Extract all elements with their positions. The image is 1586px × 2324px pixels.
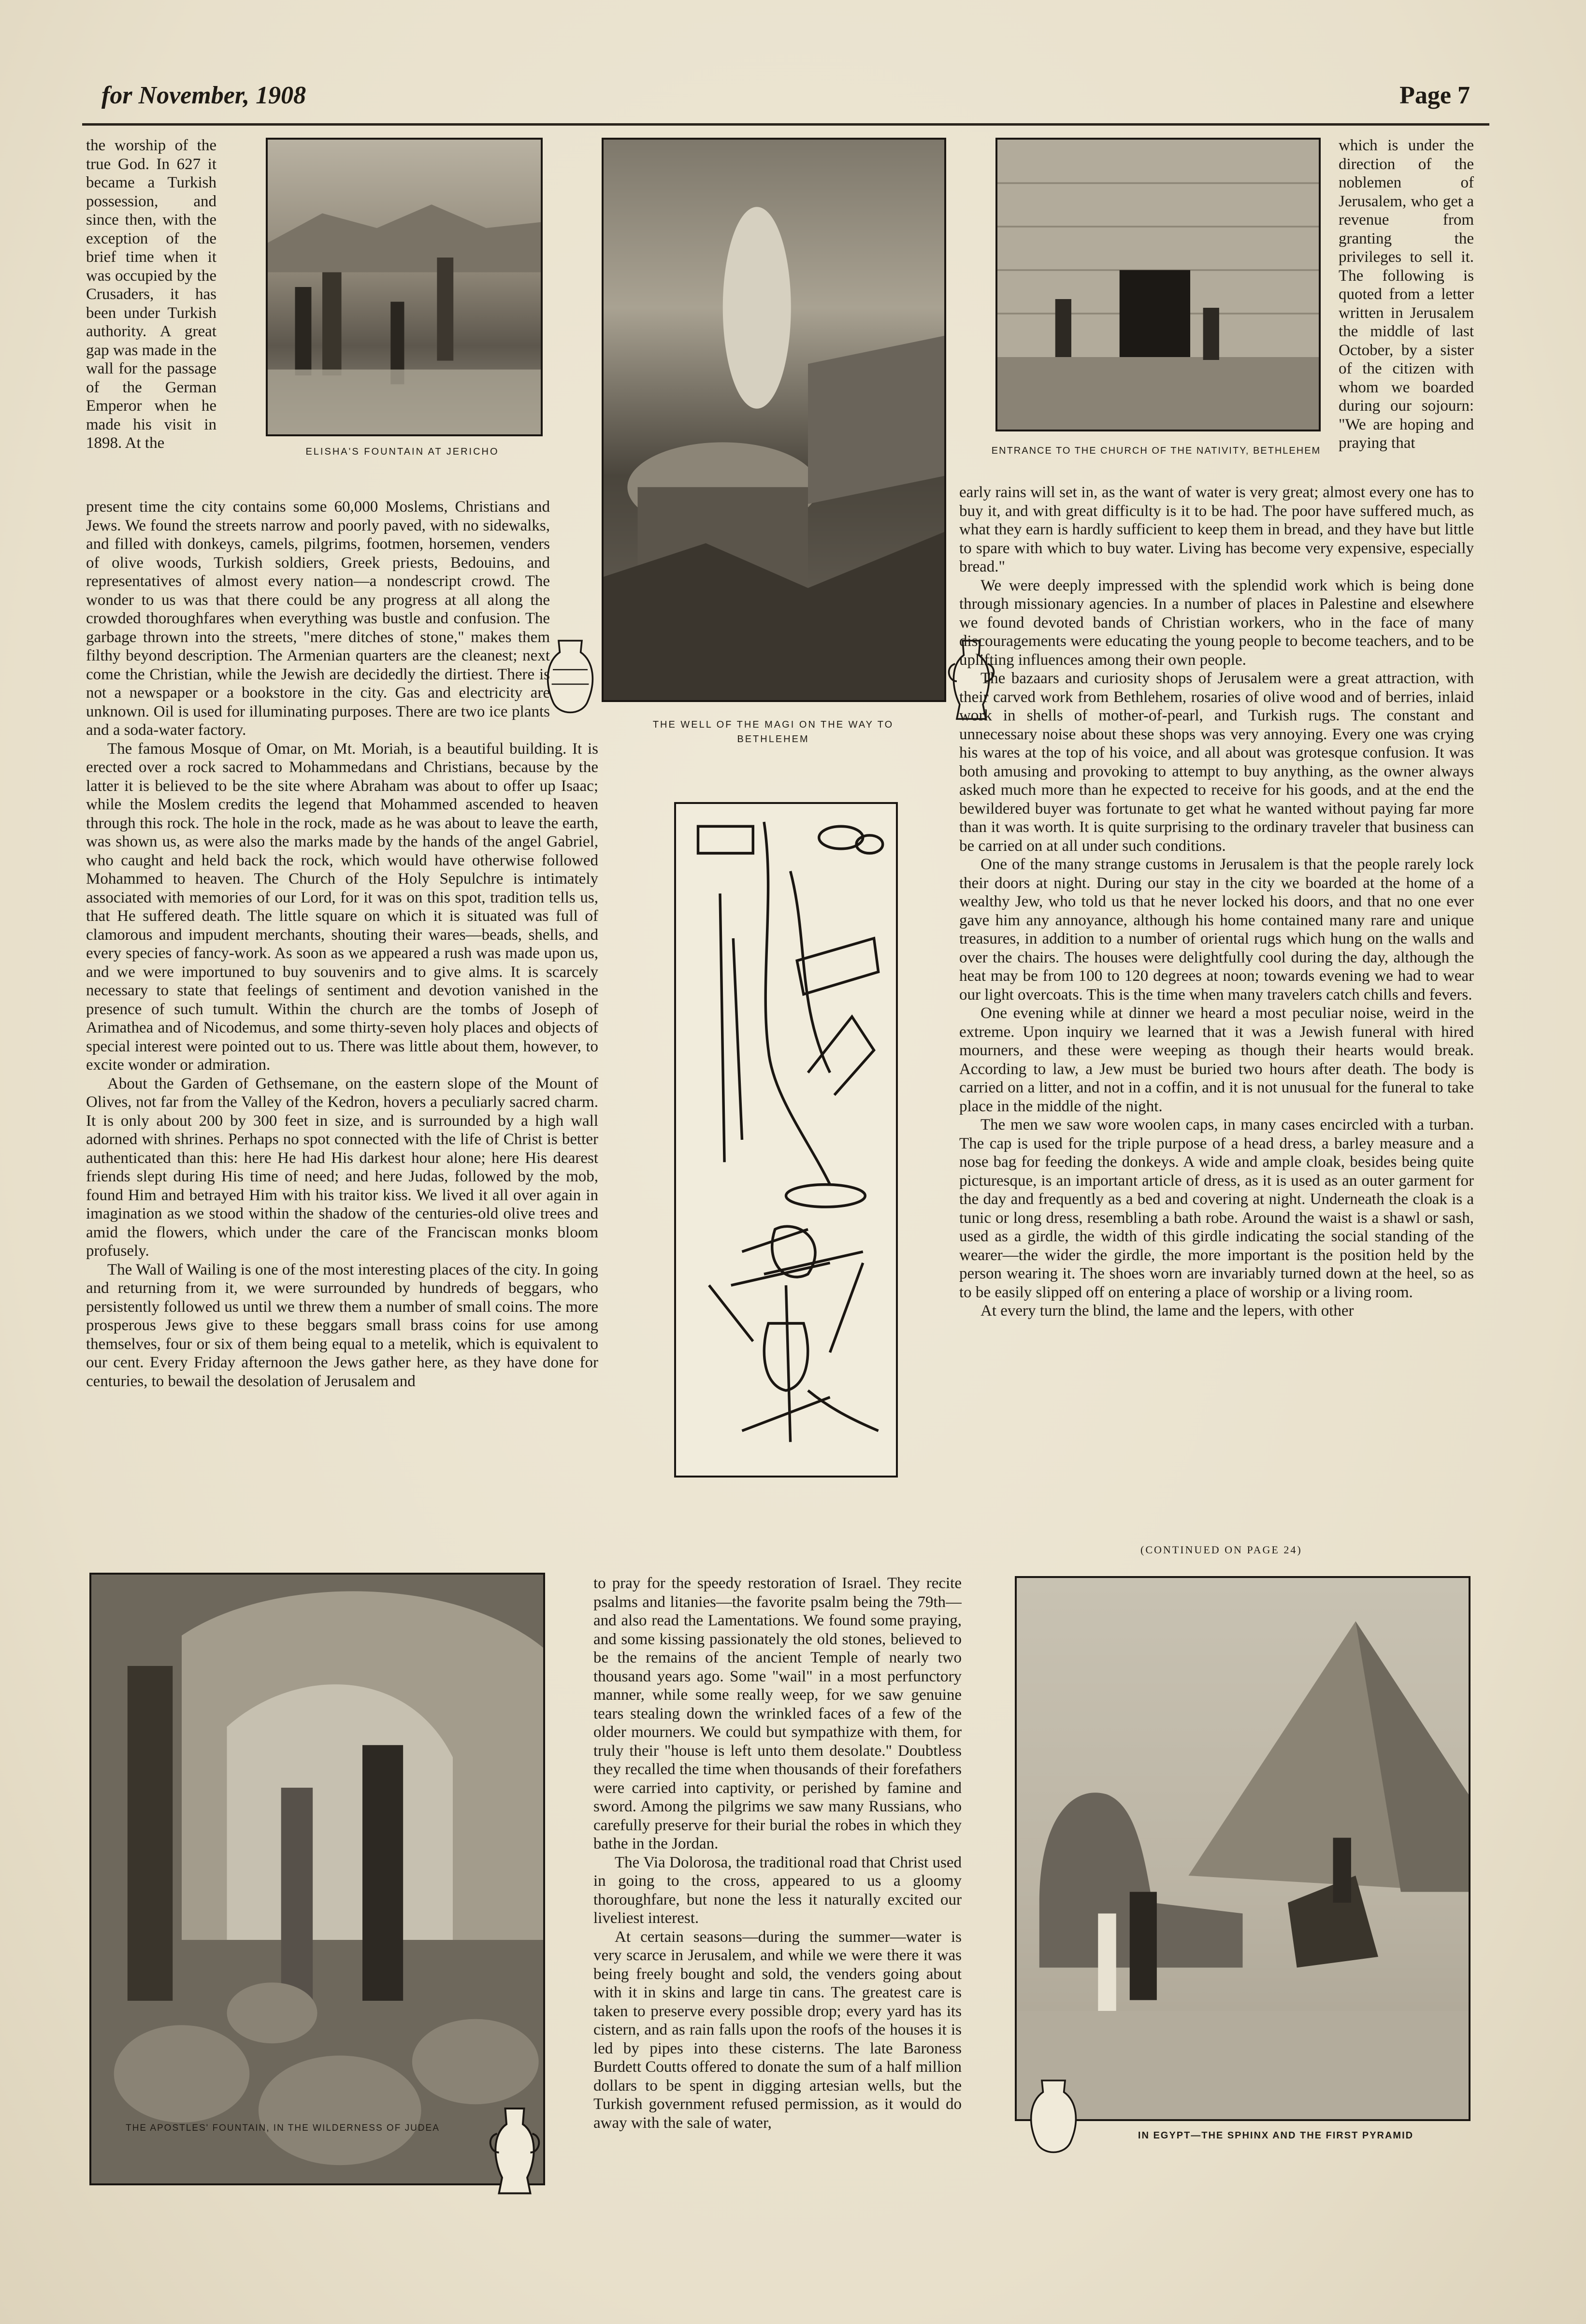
paragraph: The men we saw wore woolen caps, in many cases encircled with a turban. The cap is used for the triple purpose of a head dress, a barley measure and a nose bag for feeding the donkeys. A wide and ample cloak, besides being quite picturesque, is an important article of dress, as it is used as an outer garment for the day and frequently as a bed and covering at night. Underneath the cloak is a tunic or long dress, resembling a bath robe. Around the waist is a shawl or sash, used as a girdle, the width of this girdle indicating the social standing of the wearer—the wider the girdle, the more important is the position held by the person wearing it. The shoes worn are invariably turned down at the heel, so as to be easily slipped off on entering a place of worship or a living room. [959, 1116, 1474, 1301]
paragraph: to pray for the speedy restoration of Israel. They recite psalms and litanies—the favorite psalm being the 79th—and also read the Lamentations. We found some praying, and some kissing passionately the old stones, believed to be the remains of the ancient Temple of nearly two thousand years ago. Some "wail" in a most perfunctory manner, while some really weep, for we saw genuine tears stealing down the wrinkled faces of a few of the older mourners. We could but sympathize with them, for truly their "house is left unto them desolate." Doubtless they recalled the time when thousands of their forefathers were carried into captivity, or perished by famine and sword. Among the pilgrims we saw many Russians, who carefully preserve for their burial the robes in which they bathe in the Jordan. [593, 1575, 962, 1852]
nativity-entrance-photo [995, 138, 1321, 431]
col3-main-text [959, 483, 1474, 1541]
curios-illustration [674, 802, 898, 1478]
paragraph: At certain seasons—during the summer—water is very scarce in Jerusalem, and while we were there it was being freely bought and sold, the venders going about with it in skins and large tin cans. The greatest care is taken to preserve every possible drop; every yard has its cistern, and as rain falls upon the roofs of the houses it is led by pipes into these cisterns. The late Baroness Burdett Coutts offered to donate the sum of a half million dollars to be spent in digging artesian wells, but the Turkish government refused permission, as it would do away with the sale of water, [593, 1928, 962, 2132]
col2-bottom-text [593, 1574, 962, 2280]
paragraph: The Via Dolorosa, the traditional road that Christ used in going to the cross, appeared to us a gloomy thoroughfare, but none the less it naturally excited our liveliest interest. [593, 1853, 962, 1927]
col3-narrow-text [1339, 136, 1474, 503]
paragraph: We were deeply impressed with the splendid work which is being done through missionary agencies. In a number of places in Palestine and elsewhere we found devoted bands of Christian workers, who in the face of many discouragements were educating the young people to become teachers, and to be uplifting influences among their own people. [959, 576, 1474, 669]
paragraph: The bazaars and curiosity shops of Jerusalem were a great attraction, with their carved work from Bethlehem, rosaries of olive wood and of berries, inlaid work in shells of mother-of-pearl, and Turkish rugs. The constant and unnecessary noise about these shops was very annoying. Every one was crying his wares at the top of his voice, and all about was grotesque confusion. It was both amusing and provoking to attempt to buy anything, as the owner always asked much more than he expected to receive for his goods, and at the end the bewildered buyer was fortunate to get what he wanted without paying far more than it was worth. It is quite surprising to the ordinary traveler that business can be carried on at all under such conditions. [959, 670, 1474, 855]
continued-note: (CONTINUED ON PAGE 24) [1140, 1544, 1302, 1556]
paragraph: About the Garden of Gethsemane, on the eastern slope of the Mount of Olives, not far from the Valley of the Kedron, hovers a peculiarly sacred charm. It is only about 200 by 300 feet in size, and is surrounded by a high wall adorned with shrines. Perhaps no spot connected with the life of Christ is better authenticated than this: here He had His darkest hour alone; here His dearest friends slept during His time of need; and here Judas, followed by the mob, found Him and betrayed Him with his traitor kiss. We lived it all over again in imagination as we stood within the shadow of the centuries-old olive trees and amid the flowers, which under the care of the Franciscan monks bloom profusely. [86, 1075, 598, 1260]
paragraph: early rains will set in, as the want of water is very great; almost every one has to buy it, and with great difficulty is it to be had. The poor have suffered much, as what they earn is hardly sufficient to keep them in bread, and they have but little to spare with which to buy water. Living has become very expensive, especially bread." [959, 484, 1474, 575]
paragraph: One evening while at dinner we heard a most peculiar noise, weird in the extreme. Upon inquiry we learned that it was a Jewish funeral with hired mourners, and these were weeping as though their hearts would break. According to law, a Jew must be buried two hours after death. The body is carried on a litter, and not in a coffin, and it is not unusual for the funeral to take place in the middle of the night. [959, 1004, 1474, 1115]
issue-date: for November, 1908 [101, 82, 306, 109]
paragraph: One of the many strange customs in Jerusalem is that the people rarely lock their doors at night. During our stay in the city we boarded at the home of a wealthy Jew, who told us that he never locked his doors, and that no one ever gave him any annoyance, although his home contained many rare and unique treasures, in addition to a number of oriental rugs which hung on the walls and over the chairs. The houses were delightfully cool during the day, although the heat may be from 100 to 120 degrees at noon; towards evening we had to wear our light overcoats. This is the time when many travelers catch chills and fevers. [959, 856, 1474, 1004]
magi-caption: THE WELL OF THE MAGI ON THE WAY TO BETHLEHEM [652, 719, 894, 745]
apostles-caption: THE APOSTLES' FOUNTAIN, IN THE WILDERNESS OF JUDEA [126, 2123, 440, 2133]
elisha-caption: ELISHA'S FOUNTAIN AT JERICHO [305, 446, 499, 457]
sphinx-pyramid-photo [1015, 1576, 1471, 2121]
col1-narrow-text [86, 136, 216, 494]
col1-main-text [86, 498, 598, 1532]
vase-bottom-right-icon [1024, 2073, 1082, 2169]
vase-bottom-left-icon [483, 2102, 546, 2203]
paragraph: The famous Mosque of Omar, on Mt. Moriah, is a beautiful building. It is erected over a rock sacred to Mohammedans and Christians, because by the latter it is believed to be the site where Abraham was about to offer up Isaac; while the Moslem credits the legend that Mohammed ascended to heaven through this rock. The hole in the rock, made as he was about to leave the earth, was shown us, as were also the marks made by the hands of the angel Gabriel, who caught and held back the rock, which would have otherwise followed Mohammed to heaven. The Church of the Holy Sepulchre is intimately associated with memories of our Lord, for it was on this spot, tradition tells us, that He suffered death. The little square on which it is situated was full of clamorous and impudent merchants, shouting their wares—beads, shells, and every species of fancy-work. As soon as we appeared a rush was made upon us, and we were importuned to buy souvenirs and to give alms. It is scarcely necessary to state that feelings of sentiment and devotion vanished in the presence of such tumult. Within the church are the tombs of Joseph of Arimathea and of Nicodemus, and some thirty-seven holy places and objects of special interest were pointed out to us. There was little about them, however, to excite wonder or admiration. [86, 740, 598, 1074]
paragraph: At every turn the blind, the lame and the lepers, with other [980, 1302, 1354, 1320]
paragraph: present time the city contains some 60,000 Moslems, Christians and Jews. We found the streets narrow and poorly paved, with no sidewalks, and filled with donkeys, camels, pilgrims, footmen, horsemen, venders of olive woods, Turkish soldiers, Greek priests, Bedouins, and representatives of almost every nation—a nondescript crowd. The wonder to us was that there could be any progress at all along the crowded thoroughfares when everything was bustle and confusion. The garbage thrown into the streets, "mere ditches of stone," makes them filthy beyond description. The Armenian quarters are the cleanest; next come the Christian, while the Jewish are decidedly the dirtiest. There is not a newspaper or a bookstore in the city. Gas and electricity are unknown. Oil is used for illuminating purposes. There are two ice plants and a soda-water factory. [86, 498, 550, 739]
paragraph: the worship of the true God. In 627 it became a Turkish possession, and since then, with the exception of the brief time when it was occupied by the Crusaders, it has been under Turkish authority. A great gap was made in the wall for the passage of the German Emperor when he made his visit in 1898. At the [86, 137, 216, 452]
elisha-fountain-photo [266, 138, 543, 436]
paragraph: The Wall of Wailing is one of the most interesting places of the city. In going and returning from it, we were surrounded by hundreds of beggars, who persistently followed us until we threw them a number of small coins. The more prosperous Jews give to these beggars small brass coins for use among themselves, four or six of them being equal to a metelik, which is equivalent to our cent. Every Friday afternoon the Jews gather here, as they have done for centuries, to bewail the desolation of Jerusalem and [86, 1261, 598, 1390]
paragraph: which is under the direction of the noblemen of Jerusalem, who get a revenue from granting the privileges to sell it. The following is quoted from a letter written in Jerusalem the middle of last October, by a sister of the citizen with whom we boarded during our sojourn: "We are hoping and praying that [1339, 137, 1474, 452]
well-of-magi-photo [602, 138, 946, 702]
header-rule [82, 123, 1489, 126]
apostles-fountain-photo [89, 1573, 545, 2185]
page-number: Page 7 [1399, 82, 1470, 109]
sphinx-caption: IN EGYPT—THE SPHINX AND THE FIRST PYRAMID [1138, 2130, 1414, 2141]
nativity-caption: ENTRANCE TO THE CHURCH OF THE NATIVITY, BETHLEHEM [991, 445, 1321, 456]
